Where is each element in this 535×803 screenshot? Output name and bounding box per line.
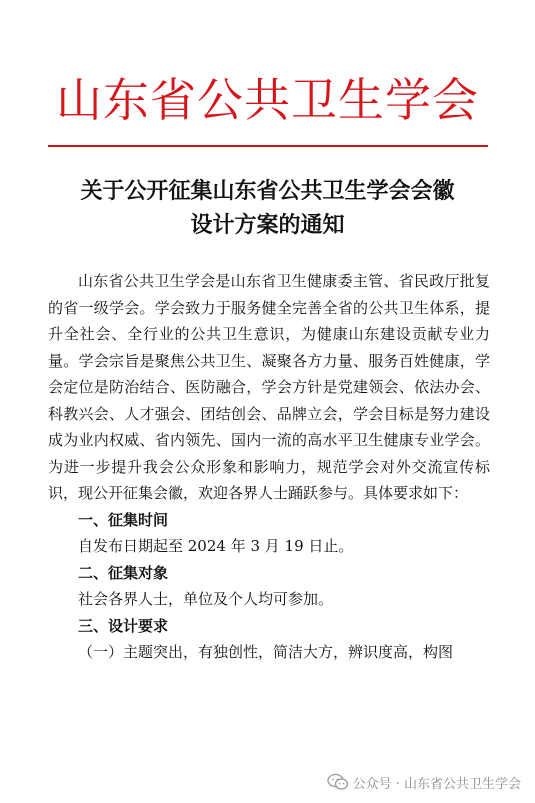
notice-title — [0, 174, 535, 242]
section-text-target: 社会各界人士，单位及个人均可参加。 — [78, 590, 334, 608]
section-text-time: 自发布日期起至 2024 年 3 月 19 日止。 — [78, 537, 354, 555]
wechat-watermark — [327, 771, 521, 793]
notice-body — [48, 268, 490, 666]
masthead-rule — [48, 145, 488, 147]
section-heading-requirements: 三、设计要求 — [78, 616, 169, 635]
wechat-icon — [327, 773, 349, 791]
intro-paragraph: 山东省公共卫生学会是山东省卫生健康委主管、省民政厅批复的省一级学会。学会致力于服务健全完善全省的公共卫生体系，提升全社会、全行业的公共卫生意识，为健康山东建设贡献专业力量。学会宗旨是聚焦公共卫生、凝聚各方力量、服务百姓健康，学会定位是防治结合、医防融合，学会方针是党建领会、依法办会、科教兴会、人才强会、团结创会、品牌立会，学会目标是努力建设成为业内权威、省内领先、国内一流的高水平卫生健康专业学会。为进一步提升我会公众形象和影响力，规范学会对外交流宣传标识，现公开征集会徽，欢迎各界人士踊跃参与。具体要求如下： — [48, 272, 490, 502]
masthead: 山东省公共卫生学会 — [56, 73, 479, 127]
title-line-2: 设计方案的通知 — [190, 212, 345, 238]
title-line-1: 关于公开征集山东省公共卫生学会会徽 — [80, 178, 455, 204]
section-heading-target: 二、征集对象 — [78, 563, 169, 582]
section-text-requirements: （一）主题突出，有独创性，简洁大方，辨识度高，构图 — [78, 643, 454, 661]
section-heading-time: 一、征集时间 — [78, 510, 169, 529]
watermark-text: 公众号 · 山东省公共卫生学会 — [352, 776, 521, 792]
